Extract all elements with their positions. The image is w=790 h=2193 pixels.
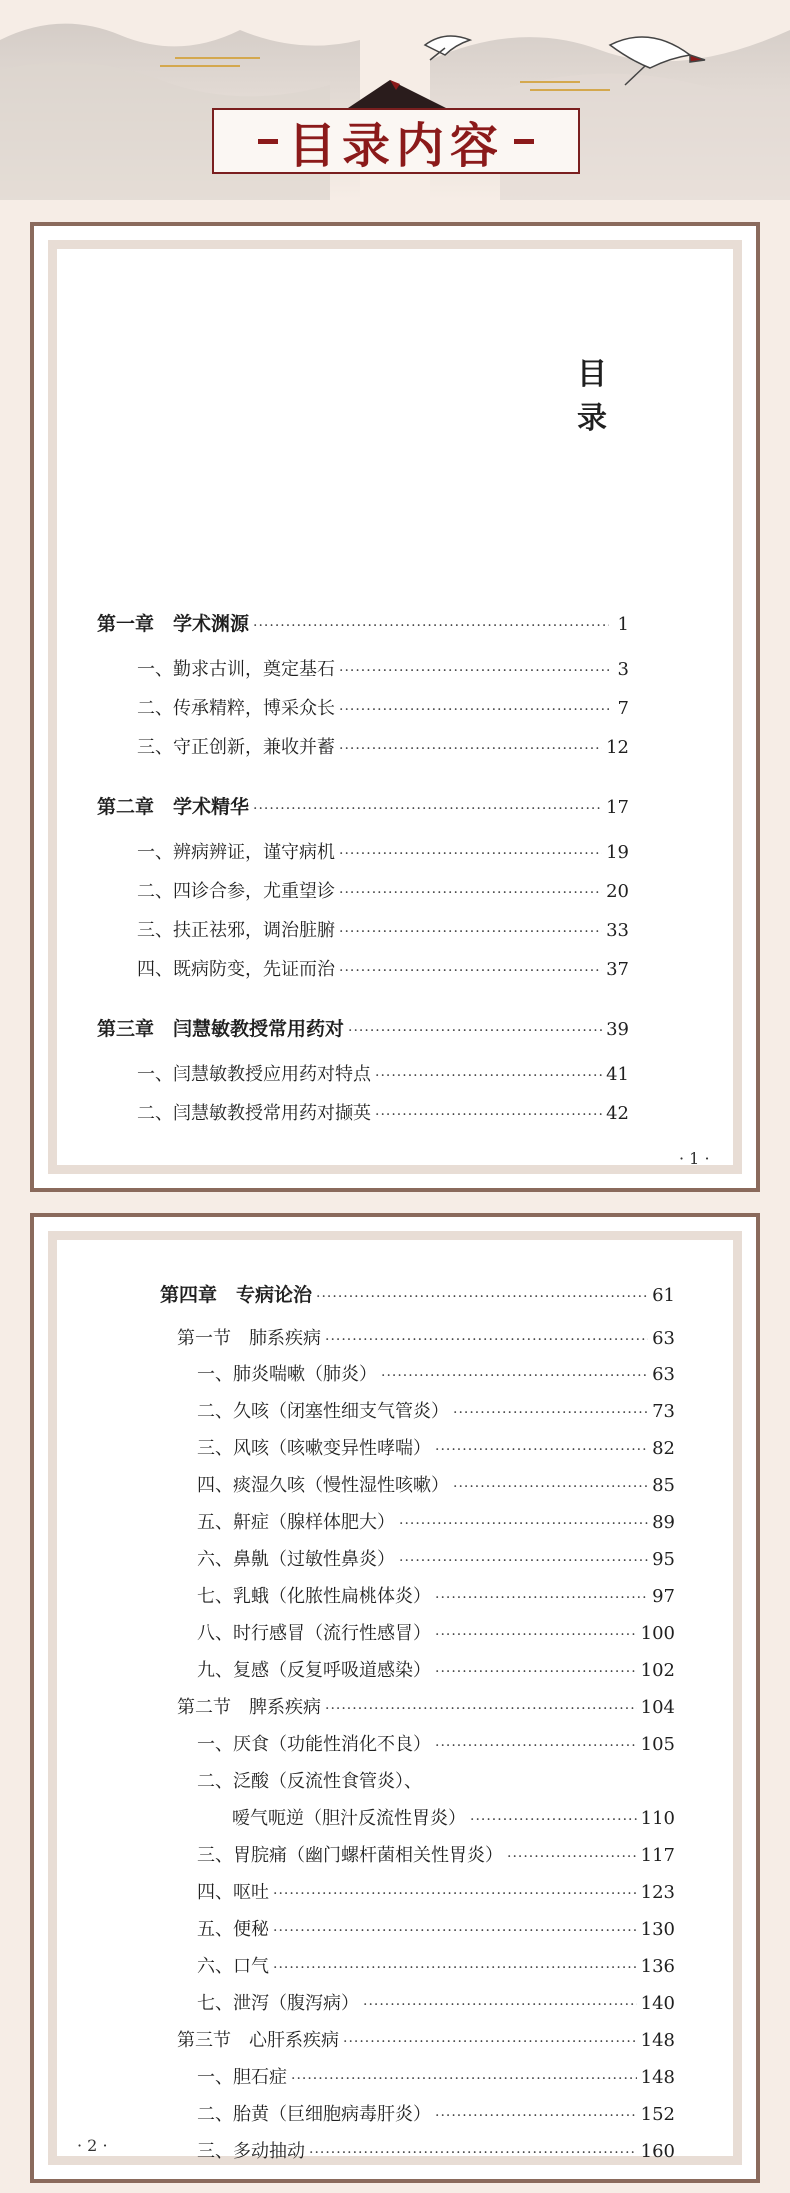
toc-label: 一、辨病辨证，谨守病机 [137, 842, 335, 863]
toc-page-number: 123 [640, 1882, 675, 1903]
toc-label: 三、扶正祛邪，调治脏腑 [137, 920, 335, 941]
toc-entry [197, 1545, 675, 1571]
toc-page-number: 1 [617, 614, 629, 635]
toc-page-number: 19 [606, 842, 629, 863]
toc-label: 四、既病防变，先证而治 [137, 959, 335, 980]
toc-label: 九、复感（反复呼吸道感染） [197, 1660, 431, 1681]
toc-page-number: 102 [640, 1660, 675, 1681]
toc-entry [197, 2100, 675, 2126]
toc-label: 一、勤求古训，奠定基石 [137, 659, 335, 680]
toc-page-number: 105 [640, 1734, 675, 1755]
toc-page-number: 73 [652, 1401, 675, 1422]
toc-label: 二、泛酸（反流性食管炎）、 [197, 1771, 422, 1792]
toc-label: 七、泄泻（腹泻病） [197, 1993, 359, 2014]
toc-label: 一、闫慧敏教授应用药对特点 [137, 1064, 371, 1085]
toc-page-1 [30, 222, 760, 1192]
toc-entry [137, 877, 629, 903]
toc-page-number: 148 [640, 2067, 675, 2088]
toc-label: 六、鼻鼽（过敏性鼻炎） [197, 1549, 395, 1570]
toc-label: 二、传承精粹，博采众长 [137, 698, 335, 719]
toc-page-number: 61 [652, 1285, 675, 1306]
toc-page-number: 33 [606, 920, 629, 941]
toc-label: 二、四诊合参，尤重望诊 [137, 881, 335, 902]
toc-page-number: 42 [606, 1103, 629, 1124]
toc-label: 五、便秘 [197, 1919, 269, 1940]
toc-entry [137, 655, 629, 681]
toc-page-number: 7 [617, 698, 629, 719]
toc-entry [197, 1952, 675, 1978]
toc-label: 四、呕吐 [197, 1882, 269, 1903]
toc-entry [197, 1434, 675, 1460]
toc-section [177, 2026, 675, 2052]
section-title-box [212, 108, 580, 174]
title-dash-left [258, 139, 278, 144]
toc-page-number: 37 [606, 959, 629, 980]
toc-label: 第四章 专病论治 [160, 1284, 313, 1306]
toc-page-number: 12 [606, 737, 629, 758]
toc-chapter [160, 1280, 675, 1307]
toc-page-number: 140 [640, 1993, 675, 2014]
toc-chapter [97, 609, 629, 636]
toc-page-number: 85 [652, 1475, 675, 1496]
toc-page-number: 39 [606, 1019, 629, 1040]
toc-label: 一、胆石症 [197, 2067, 287, 2088]
toc-entry [197, 1471, 675, 1497]
toc-label: 四、痰湿久咳（慢性湿性咳嗽） [197, 1475, 449, 1496]
toc-page-number: 160 [640, 2141, 675, 2162]
toc-label: 三、多动抽动 [197, 2141, 305, 2162]
toc-page-number: 117 [640, 1845, 675, 1866]
toc-entry [137, 694, 629, 720]
toc-heading: 目 录 [577, 357, 697, 436]
toc-entry [197, 1397, 675, 1423]
toc-page-number: 82 [652, 1438, 675, 1459]
toc-page-number: 148 [640, 2030, 675, 2051]
toc-entry [197, 1656, 675, 1682]
toc-page-number: 63 [652, 1328, 675, 1349]
toc-label: 二、久咳（闭塞性细支气管炎） [197, 1401, 449, 1422]
toc-page-number: 136 [640, 1956, 675, 1977]
toc-label: 二、胎黄（巨细胞病毒肝炎） [197, 2104, 431, 2125]
toc-label: 三、风咳（咳嗽变异性哮喘） [197, 1438, 431, 1459]
toc-section [177, 1693, 675, 1719]
toc-page-number: 41 [606, 1064, 629, 1085]
toc-label: 嗳气呃逆（胆汁反流性胃炎） [232, 1808, 466, 1829]
toc-entry [197, 1841, 675, 1867]
toc-entry [197, 2063, 675, 2089]
toc-entry [137, 1099, 629, 1125]
toc-page-number: 20 [606, 881, 629, 902]
toc-label: 第三章 闫慧敏教授常用药对 [97, 1018, 345, 1040]
section-title: 目录内容 [287, 117, 504, 174]
toc-label: 一、肺炎喘嗽（肺炎） [197, 1364, 377, 1385]
toc-entry [137, 955, 629, 981]
toc-entry [197, 1989, 675, 2015]
toc-label: 第三节 心肝系疾病 [177, 2030, 339, 2051]
toc-label: 一、厌食（功能性消化不良） [197, 1734, 431, 1755]
toc-page-number: 89 [652, 1512, 675, 1533]
toc-chapter [97, 1014, 629, 1041]
toc-page-number: 152 [640, 2104, 675, 2125]
toc-page-number: 3 [617, 659, 629, 680]
page-frame [48, 240, 742, 1174]
toc-entry [197, 1508, 675, 1534]
toc-label: 七、乳蛾（化脓性扁桃体炎） [197, 1586, 431, 1607]
page-number: · 2 · [77, 2136, 108, 2155]
toc-page-number: 95 [652, 1549, 675, 1570]
toc-entry [197, 2137, 675, 2163]
toc-page-number: 104 [640, 1697, 675, 1718]
toc-entry [197, 1582, 675, 1608]
toc-section [177, 1324, 675, 1350]
toc-entry [197, 1767, 438, 1793]
header-banner [0, 0, 790, 200]
page-frame [48, 1231, 742, 2165]
toc-entry [197, 1730, 675, 1756]
toc-label: 三、守正创新，兼收并蓄 [137, 737, 335, 758]
toc-entry [137, 1060, 629, 1086]
toc-entry [197, 1878, 675, 1904]
toc-label: 第一节 肺系疾病 [177, 1328, 321, 1349]
toc-label: 六、口气 [197, 1956, 269, 1977]
toc-label: 五、鼾症（腺样体肥大） [197, 1512, 395, 1533]
toc-page-number: 130 [640, 1919, 675, 1940]
toc-label: 八、时行感冒（流行性感冒） [197, 1623, 431, 1644]
toc-entry [197, 1619, 675, 1645]
toc-label: 第二节 脾系疾病 [177, 1697, 321, 1718]
toc-entry [197, 1360, 675, 1386]
toc-entry [137, 838, 629, 864]
toc-label: 第二章 学术精华 [97, 796, 250, 818]
toc-label: 二、闫慧敏教授常用药对撷英 [137, 1103, 371, 1124]
toc-label: 三、胃脘痛（幽门螺杆菌相关性胃炎） [197, 1845, 503, 1866]
toc-page-number: 110 [640, 1808, 675, 1829]
toc-page-number: 17 [606, 797, 629, 818]
toc-entry [137, 733, 629, 759]
toc-page-number: 97 [652, 1586, 675, 1607]
toc-entry [137, 916, 629, 942]
title-dash-right [514, 139, 534, 144]
toc-page-number: 63 [652, 1364, 675, 1385]
toc-page-number: 100 [640, 1623, 675, 1644]
toc-label: 第一章 学术渊源 [97, 613, 250, 635]
toc-entry [232, 1804, 675, 1830]
toc-page-2 [30, 1213, 760, 2183]
toc-chapter [97, 792, 629, 819]
page-number: · 1 · [679, 1149, 710, 1168]
toc-entry [197, 1915, 675, 1941]
